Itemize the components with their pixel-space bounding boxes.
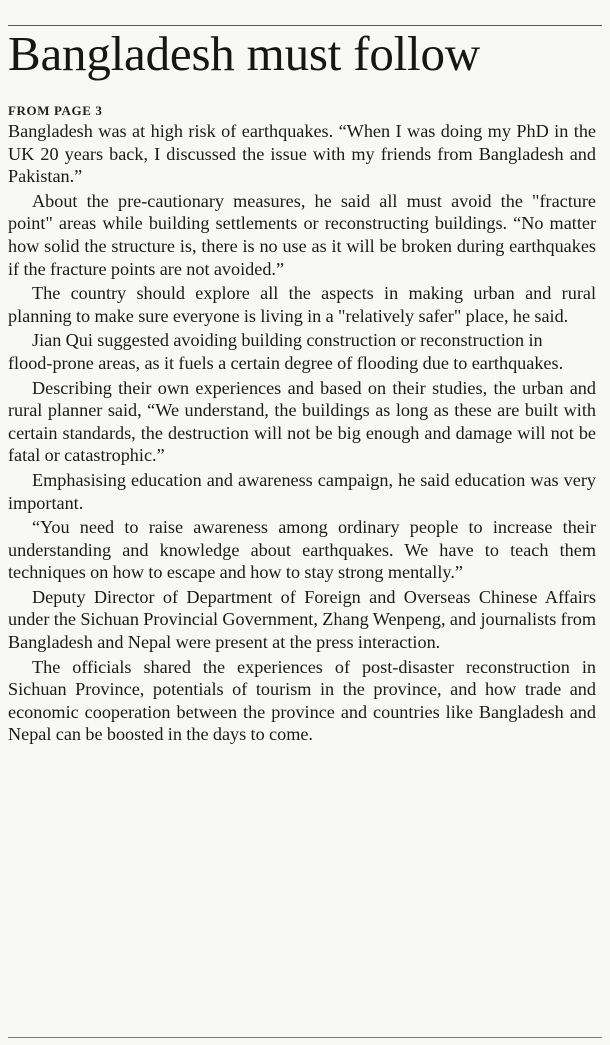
paragraph-6: Emphasising education and awareness campaign, he said education was very important. — [8, 469, 596, 513]
paragraph-4: Jian Qui suggested avoiding building construction or reconstruction in — [32, 330, 543, 351]
paragraph-4-continued: flood-prone areas, as it fuels a certain degree of flooding due to earthquakes. — [8, 352, 564, 373]
paragraph-2: About the pre-cautionary measures, he said all must avoid the "fracture point" areas while building settlements or reconstructing buildings. “No matter how solid the structure is, there is no use as it will be broken during earthquakes if the fracture points are not avoided.” — [8, 190, 596, 279]
article-body — [8, 120, 596, 746]
paragraph-3: The country should explore all the aspects in making urban and rural planning to make sure everyone is living in a "relatively safer" place, he said. — [8, 283, 596, 326]
paragraph-1: Bangladesh was at high risk of earthquakes. “When I was doing my PhD in the UK 20 years back, I discussed the issue with my friends from Bangladesh and Pakistan.” — [8, 121, 596, 187]
headline: Bangladesh must follow — [8, 26, 480, 81]
jump-label: FROM PAGE 3 — [8, 103, 103, 118]
paragraph-8: Deputy Director of Department of Foreign and Overseas Chinese Affairs under the Sichuan Provincial Government, Zhang Wenpeng, and journalists from Bangladesh and Nepal were present at the press interaction. — [8, 586, 596, 653]
paragraph-9: The officials shared the experiences of post-disaster reconstruction in Sichuan Province, potentials of tourism in the province, and how trade and economic cooperation between the province and countries like Bangladesh and Nepal can be boosted in the days to come. — [8, 656, 596, 745]
paragraph-5: Describing their own experiences and based on their studies, the urban and rural planner said, “We understand, the buildings as long as these are built with certain standards, the destruction will not be big enough and damage will not be fatal or catastrophic.” — [8, 377, 596, 466]
paragraph-7: “You need to raise awareness among ordinary people to increase their understanding and knowledge about earthquakes. We have to teach them techniques on how to escape and how to stay strong mentally.” — [8, 517, 596, 583]
bottom-rule — [8, 1037, 602, 1038]
